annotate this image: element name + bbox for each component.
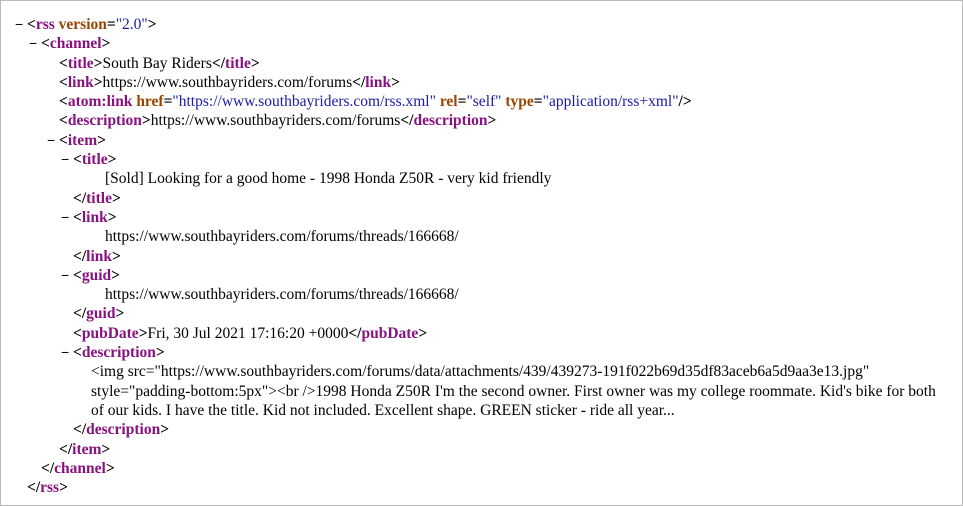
tag-item-title: title [81, 151, 108, 169]
angle-open-item-link-end: </ [73, 247, 87, 265]
angle-close-item-title-end: > [111, 189, 121, 207]
attr-version: version [58, 16, 107, 33]
tag-guid: guid [81, 266, 112, 284]
xml-line-item-guid-close [15, 304, 950, 323]
value-item-pubdate: Fri, 30 Jul 2021 17:16:20 +0000 [147, 324, 349, 342]
tag-item-link: link [81, 208, 108, 226]
equals-3: = [457, 93, 467, 111]
angle-close-link-end: > [391, 73, 400, 91]
angle-open-item-guid-end: </ [73, 305, 87, 323]
angle-close-channel: > [101, 35, 111, 53]
angle-close-item: > [97, 131, 106, 149]
attrval-rel: "self" [466, 93, 502, 111]
tag-link-end: link [365, 73, 392, 91]
tag-pubdate-end: pubDate [361, 324, 419, 342]
angle-close-pubdate: > [138, 324, 148, 342]
angle-open-link: < [59, 73, 68, 91]
tag-rss-end: rss [40, 479, 60, 497]
angle-open-channel-end: </ [41, 459, 55, 477]
tag-item-description-end: description [86, 421, 161, 439]
xml-line-item-close [15, 440, 950, 459]
xml-line-atom-link [15, 92, 950, 111]
collapse-toggle-rss[interactable]: − [15, 16, 24, 32]
angle-close-desc-end: > [487, 112, 497, 130]
attr-href: href [136, 93, 164, 111]
angle-open-item-desc: < [73, 344, 82, 362]
angle-close-item-end: > [101, 440, 111, 458]
tag-pubdate: pubDate [81, 324, 139, 342]
angle-open-link-end: </ [352, 73, 366, 91]
attr-rel: rel [439, 93, 458, 111]
xml-text-item-guid [15, 285, 950, 304]
equals-1: = [106, 16, 116, 33]
xml-line-item-link-close [15, 247, 950, 266]
angle-open-pubdate: < [73, 324, 82, 342]
collapse-toggle-item-link[interactable]: − [61, 208, 70, 225]
xml-line-item-title-close [15, 189, 950, 208]
tag-title-end: title [225, 54, 251, 72]
angle-close-item-title: > [107, 151, 117, 169]
collapse-toggle-channel[interactable]: − [29, 35, 38, 52]
attrval-href: "https://www.southbayriders.com/rss.xml" [172, 93, 436, 111]
xml-line-item-description-close [15, 420, 950, 439]
angle-close-title: > [93, 54, 103, 72]
tag-item-end: item [72, 440, 102, 458]
tag-guid-end: guid [86, 305, 116, 323]
angle-open-desc-end: </ [400, 112, 414, 130]
xml-line-item-guid-open [15, 266, 950, 285]
xml-line-item-title-open [15, 150, 950, 169]
xml-line-item-link-open [15, 208, 950, 227]
xml-text-item-description [15, 362, 950, 420]
angle-close-item-desc-end: > [160, 421, 170, 439]
xml-text-item-link [15, 227, 950, 246]
collapse-toggle-item-guid[interactable]: − [61, 266, 70, 283]
angle-open-item-title: < [73, 151, 82, 169]
equals-2: = [163, 93, 173, 111]
angle-close-title-end: > [250, 54, 260, 72]
angle-open-desc: < [59, 112, 68, 130]
tag-item: item [67, 131, 98, 149]
collapse-toggle-item-description[interactable]: − [61, 344, 70, 361]
xml-text-item-title [15, 169, 950, 188]
equals-4: = [533, 93, 543, 111]
angle-close-rss-end: > [59, 479, 68, 497]
xml-line-item-pubdate [15, 324, 950, 343]
value-channel-description: https://www.southbayriders.com/forums [150, 112, 401, 130]
angle-open-pubdate-end: </ [348, 324, 362, 342]
angle-close-link: > [93, 73, 103, 91]
tag-description-end: description [413, 112, 488, 130]
attrval-version: "2.0" [115, 16, 148, 33]
angle-open-channel: < [41, 35, 50, 53]
tag-link: link [67, 73, 94, 91]
xml-line-channel-close [15, 459, 950, 478]
angle-close-item-guid: > [111, 266, 120, 284]
attr-type: type [505, 93, 534, 111]
collapse-toggle-item[interactable]: − [47, 131, 56, 148]
value-channel-title: South Bay Riders [102, 54, 212, 72]
angle-close-desc: > [141, 112, 151, 130]
tag-atom-link: atom:link [67, 93, 133, 111]
angle-open-item-desc-end: </ [73, 421, 87, 439]
angle-open-item-title-end: </ [73, 189, 87, 207]
xml-line-channel-link [15, 73, 950, 92]
tag-channel-end: channel [54, 459, 106, 477]
angle-close-item-desc: > [155, 344, 165, 362]
xml-line-channel-title [15, 54, 950, 73]
collapse-toggle-item-title[interactable]: − [61, 151, 70, 168]
value-item-guid: https://www.southbayriders.com/forums/threads/166668/ [105, 286, 459, 304]
value-channel-link: https://www.southbayriders.com/forums [102, 73, 353, 91]
angle-open: < [27, 16, 36, 33]
attrval-type: "application/rss+xml" [542, 93, 679, 111]
angle-open-title-end: </ [211, 54, 226, 72]
tag-title: title [67, 54, 94, 72]
angle-open-title: < [59, 54, 68, 72]
angle-open-item-end: </ [59, 440, 73, 458]
angle-open-rss-end: </ [27, 479, 41, 497]
value-item-link: https://www.southbayriders.com/forums/threads/166668/ [105, 228, 459, 246]
tag-description: description [67, 112, 142, 130]
tag-item-title-end: title [86, 189, 112, 207]
angle-open-item: < [59, 131, 68, 149]
value-item-title: [Sold] Looking for a good home - 1998 Honda Z50R - very kid friendly [105, 170, 552, 188]
tag-item-link-end: link [86, 247, 112, 265]
atom-selfclose: /> [678, 93, 692, 111]
angle-open-item-link: < [73, 208, 82, 226]
xml-line-channel-description [15, 111, 950, 130]
xml-line-rss-close [15, 478, 950, 497]
angle-open-atomlink: < [59, 93, 68, 111]
xml-line-item-open [15, 131, 950, 150]
angle-open-item-guid: < [73, 266, 82, 284]
xml-line-rss-open [15, 15, 950, 34]
angle-close-pubdate-end: > [418, 324, 428, 342]
angle-close-channel-end: > [105, 459, 115, 477]
angle-close-item-guid-end: > [115, 305, 125, 323]
angle-close: > [147, 16, 157, 33]
tag-item-description: description [81, 344, 156, 362]
xml-line-channel-open [15, 34, 950, 53]
angle-close-item-link: > [107, 208, 117, 226]
value-item-description: <img src="https://www.southbayriders.com/forums/data/attachments/439/439273-191f022b69d35df83aceb6a5d9aa3e13.jpg" style="padding-bottom:5px"><br />1998 Honda Z50R I'm the second owner. First owner was my college roommate. Kid's bike for both of our kids. I have the title. Kid not included. Excellent shape. GREEN sticker - ride all year... [91, 363, 936, 419]
angle-close-item-link-end: > [112, 247, 121, 265]
xml-line-item-description-open [15, 343, 950, 362]
tag-channel: channel [49, 35, 102, 53]
tag-rss: rss [35, 16, 55, 33]
